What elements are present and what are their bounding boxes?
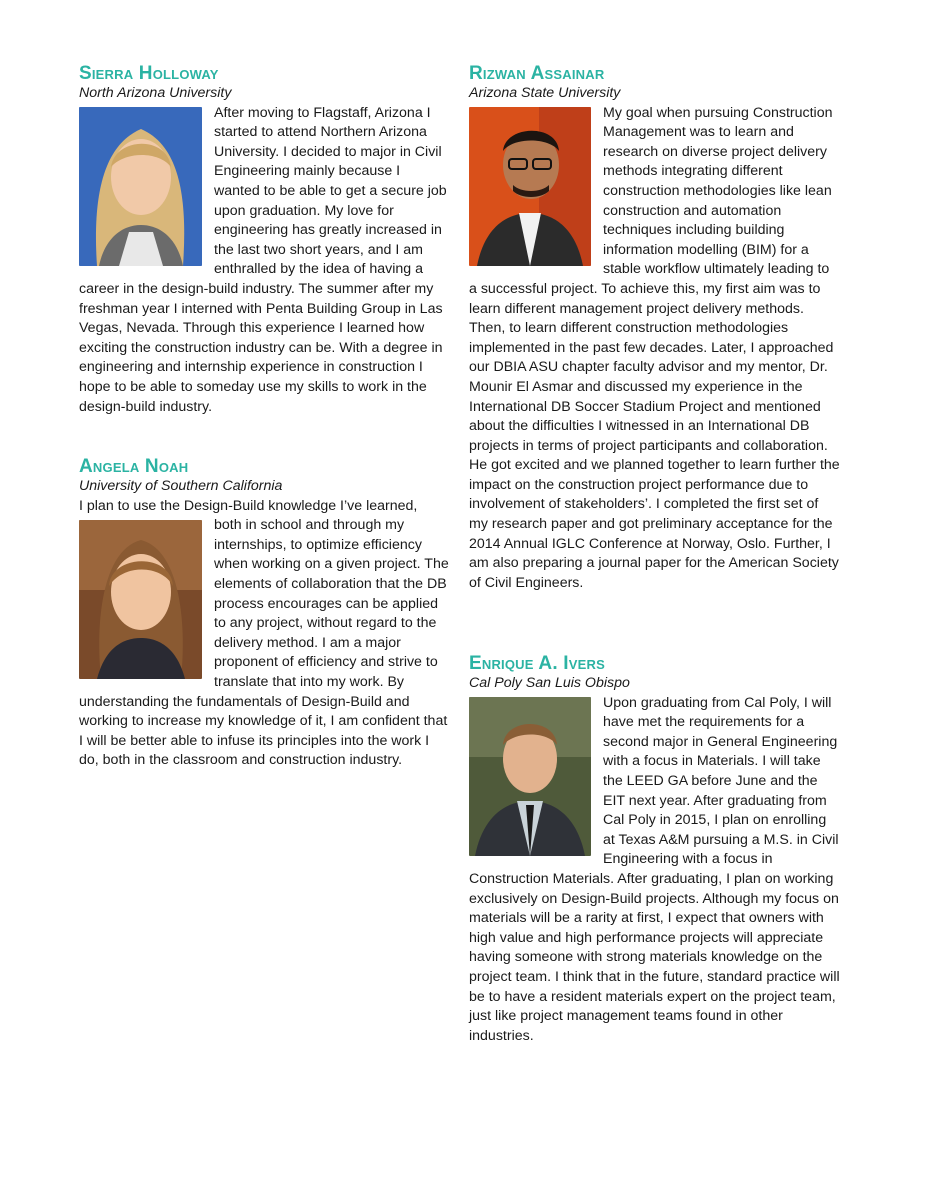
portrait-photo xyxy=(79,107,202,266)
profile-angela-noah xyxy=(79,456,449,771)
profile-bio: both in school and through my internships, to optimize efficiency when working on a given project. The elements of collaboration that the DB process encourages can be applied to any project, without regard to the delivery method. I am a major proponent of efficiency and strive to translate that into my work. By understanding the fundamentals of Design-Build and working to increase my knowledge of it, I am confident that I will be better able to infuse its principles into the work I do, both in the classroom and construction industry. xyxy=(79,517,449,769)
profile-rizwan-assainar xyxy=(469,63,840,593)
profile-school: Arizona State University xyxy=(469,85,621,101)
profile-school: North Arizona University xyxy=(79,85,232,101)
portrait-photo xyxy=(79,520,202,679)
profile-bio-lead: I plan to use the Design-Build knowledge I’ve learned, xyxy=(79,497,418,514)
profile-bio: Upon graduating from Cal Poly, I will have met the requirements for a second major in General Engineering with a focus in Materials. I will take the LEED GA before June and the EIT next year. After graduating from Cal Poly in 2015, I plan on enrolling at Texas A&M pursuing a M.S. in Civil Engineering with a focus in Construction Materials. After graduating, I plan on working exclusively on Design-Build projects. Although my focus on materials will be a rarity at first, I expect that owners with high value and high performance projects will appreciate having someone with strong materials knowledge on the project team. I think that in the future, standard practice will be to have a resident materials expert on the project team, just like project management teams found in other industries. xyxy=(469,694,840,1044)
profile-name: Enrique A. Ivers xyxy=(469,653,605,674)
profile-bio: After moving to Flagstaff, Arizona I started to attend Northern Arizona University. I decided to major in Civil Engineering mainly because I wanted to be able to get a secure job upon graduation. My love for engineering has greatly increased in the last two short years, and I am enthralled by the idea of having a career in the design-build industry. The summer after my freshman year I interned with Penta Building Group in Las Vegas, Nevada. Through this experience I learned how exciting the construction industry can be. With a degree in engineering and internship experience in construction I hope to be able to someday use my skills to work in the design-build industry. xyxy=(79,104,447,415)
profile-name: Angela Noah xyxy=(79,456,189,477)
profile-school: University of Southern California xyxy=(79,478,283,494)
profile-enrique-ivers xyxy=(469,653,840,1046)
profile-name: Sierra Holloway xyxy=(79,63,219,84)
portrait-photo xyxy=(469,107,591,266)
profile-school: Cal Poly San Luis Obispo xyxy=(469,675,630,691)
profile-bio: My goal when pursuing Construction Management was to learn and research on diverse project delivery methods integrating different construction methodologies like lean construction and automation techniques including building information modelling (BIM) for a stable workflow ultimately leading to a successful project. To achieve this, my first aim was to learn different management project delivery methods. Then, to learn different construction methodologies implemented in the past few decades. Later, I approached our DBIA ASU chapter faculty advisor and my mentor, Dr. Mounir El Asmar and discussed my experience in the International DB Soccer Stadium Project and mentioned about the difficulties I witnessed in an International DB projects in terms of project participants and collaboration. He got excited and we planned together to learn further the impact on the construction project performance due to involvement of stakeholders’. I completed the first set of my research paper and got preliminary acceptance for the 2014 Annual IGLC Conference at Norway, Oslo. Further, I am also preparing a journal paper for the American Society of Civil Engineers. xyxy=(469,104,840,591)
portrait-photo xyxy=(469,697,591,856)
profile-sierra-holloway xyxy=(79,63,449,417)
profile-name: Rizwan Assainar xyxy=(469,63,605,84)
